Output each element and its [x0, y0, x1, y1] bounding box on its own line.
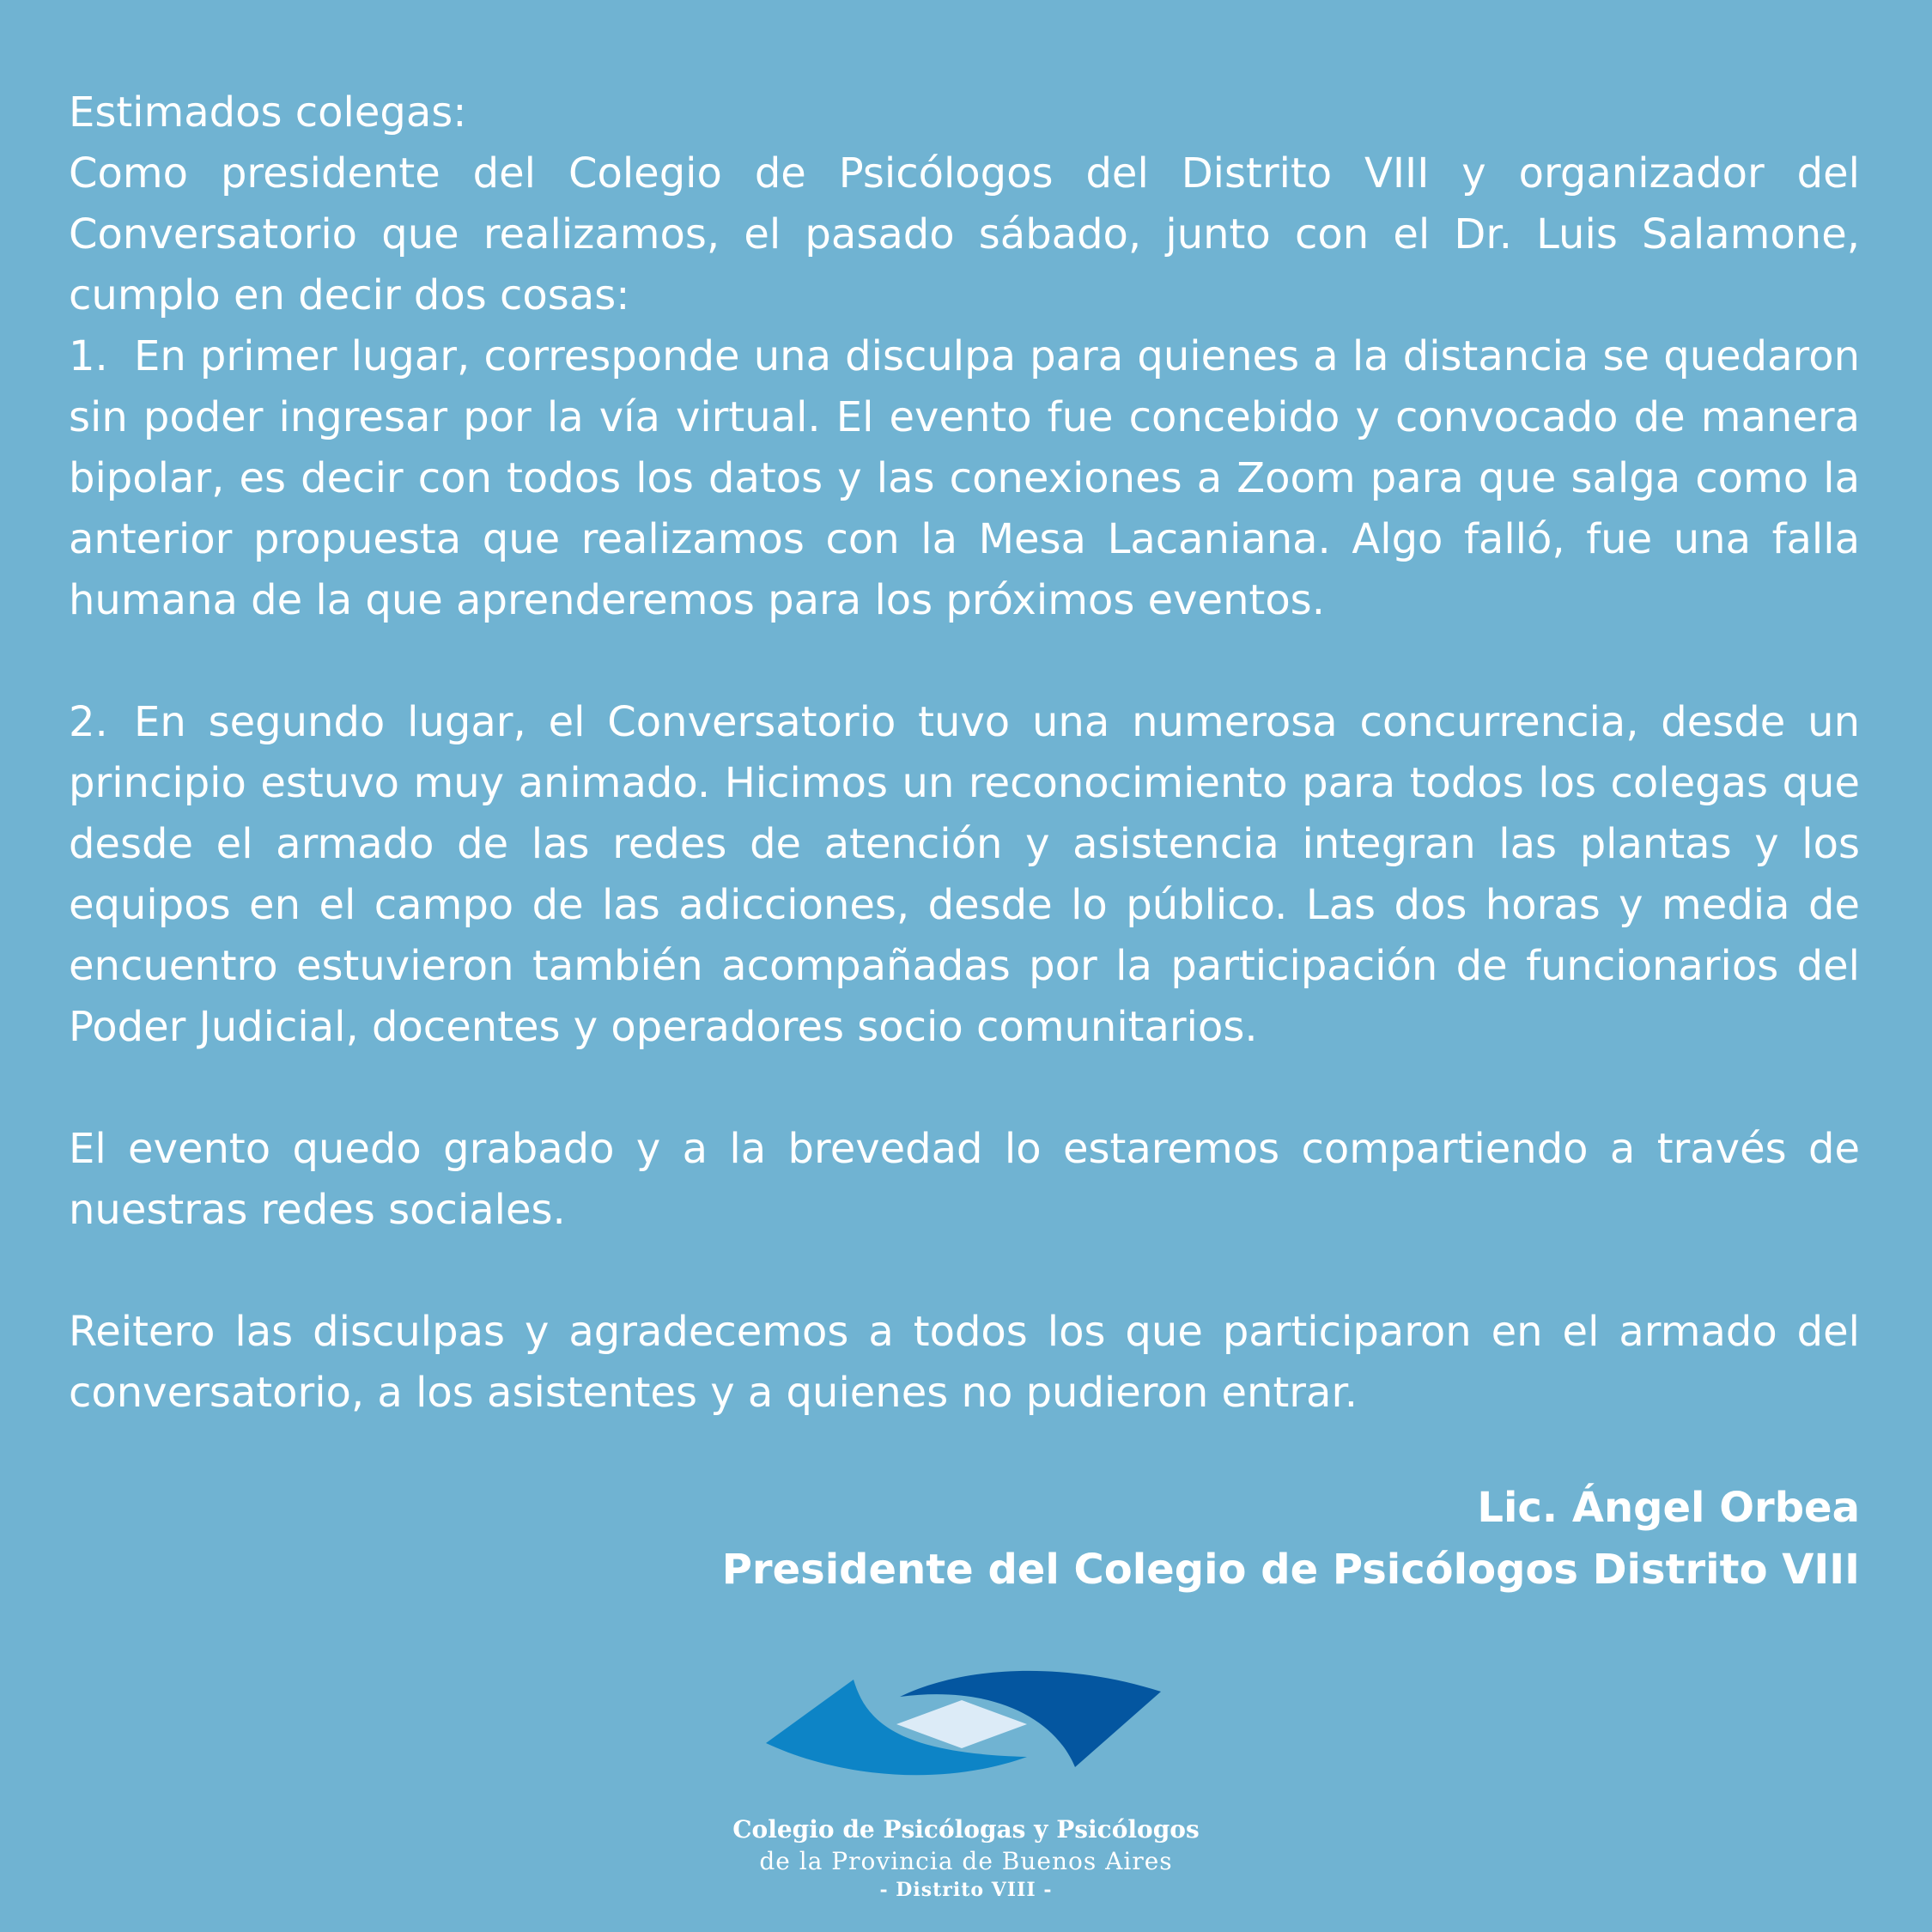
list-item-1	[69, 326, 1860, 631]
list-item-1-text: En primer lugar, corresponde una disculpa para quienes a la distancia se quedaron sin poder ingresar por la vía virtual. El evento fue concebido y convocado de manera bipolar, es decir con todos los datos y las conexiones a Zoom para que salga como la anterior propuesta que realizamos con la Mesa Lacaniana. Algo falló, fue una falla humana de la que aprenderemos para los próximos eventos.	[69, 332, 1860, 624]
paragraph-gap	[69, 631, 1860, 692]
paragraph-gap	[69, 1058, 1860, 1119]
logo-caption-line-1: Colegio de Psicólogas y Psicólogos	[732, 1815, 1200, 1844]
signature-role: Presidente del Colegio de Psicólogos Distrito VIII	[721, 1546, 1860, 1594]
logo-caption	[687, 1814, 1245, 1903]
list-item-2-number: 2.	[69, 698, 108, 746]
paragraph-gap	[69, 1241, 1860, 1302]
greeting: Estimados colegas:	[69, 88, 467, 137]
recording-paragraph: El evento quedo grabado y a la brevedad lo estaremos compartiendo a través de nuestras redes sociales.	[69, 1125, 1860, 1234]
logo-diamond	[896, 1700, 1027, 1748]
list-item-2-text: En segundo lugar, el Conversatorio tuvo una numerosa concurrencia, desde un principio estuvo muy animado. Hicimos un reconocimiento para todos los colegas que desde el armado de las redes de atención y asistencia integran las plantas y los equipos en el campo de las adicciones, desde lo público. Las dos horas y media de encuentro estuvieron también acompañadas por la participación de funcionarios del Poder Judicial, docentes y operadores socio comunitarios.	[69, 698, 1860, 1051]
letter-body	[69, 82, 1860, 1424]
list-item-1-number: 1.	[69, 332, 108, 380]
closing-paragraph: Reitero las disculpas y agradecemos a todos los que participaron en el armado del conversatorio, a los asistentes y a quienes no pudieron entrar.	[69, 1308, 1860, 1417]
list-item-2	[69, 692, 1860, 1058]
signature-name: Lic. Ángel Orbea	[1477, 1484, 1860, 1532]
intro-paragraph: Como presidente del Colegio de Psicólogos del Distrito VIII y organizador del Conversatorio que realizamos, el pasado sábado, junto con el Dr. Luis Salamone, cumplo en decir dos cosas:	[69, 149, 1860, 319]
logo-caption-line-3: - Distrito VIII -	[879, 1879, 1053, 1901]
colegio-psicologos-logo-icon	[766, 1666, 1164, 1777]
signature-block	[722, 1477, 1860, 1601]
logo-caption-line-2: de la Provincia de Buenos Aires	[759, 1847, 1173, 1875]
